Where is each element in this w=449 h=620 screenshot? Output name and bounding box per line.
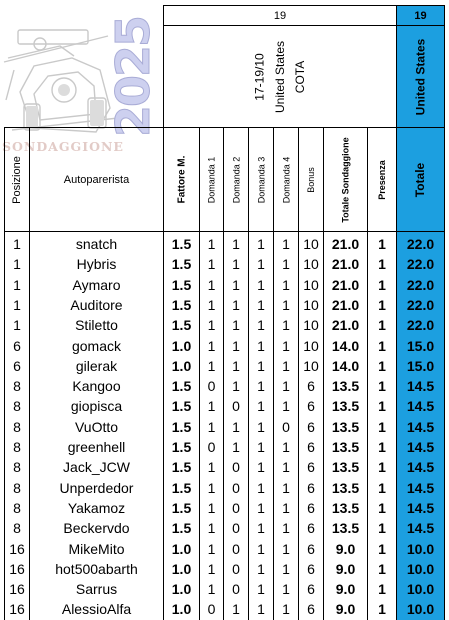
cell-autoparerista: Yakamoz xyxy=(67,499,126,516)
cell-domanda-1: 1 xyxy=(207,459,216,476)
cell-totale-sondaggione: 9.0 xyxy=(335,601,356,618)
cell-bonus: 6 xyxy=(307,418,315,435)
cell-bonus: 6 xyxy=(307,398,315,415)
cell-domanda-2: 1 xyxy=(232,337,240,354)
cell-fattore: 1.5 xyxy=(171,499,192,516)
cell-domanda-3: 1 xyxy=(257,296,265,313)
cell-domanda-1: 1 xyxy=(207,256,216,273)
table-row xyxy=(0,498,449,519)
cell-domanda-1: 0 xyxy=(207,601,216,618)
cell-domanda-1: 1 xyxy=(207,560,216,577)
cell-domanda-2: 1 xyxy=(232,256,240,273)
cell-domanda-1: 1 xyxy=(207,357,216,374)
table-row xyxy=(0,417,449,438)
cell-totale-sondaggione: 13.5 xyxy=(331,398,360,415)
table-row xyxy=(0,579,449,600)
cell-domanda-1: 1 xyxy=(207,398,216,415)
cell-domanda-3: 1 xyxy=(257,459,265,476)
cell-domanda-2: 1 xyxy=(232,418,240,435)
cell-totale: 22.0 xyxy=(406,256,435,273)
cell-domanda-2: 1 xyxy=(232,439,240,455)
cell-autoparerista: Stiletto xyxy=(75,317,118,334)
table-row xyxy=(0,295,449,316)
cell-totale-sondaggione: 9.0 xyxy=(335,560,356,577)
col-presenza: Presenza xyxy=(367,127,397,232)
cell-fattore: 1.0 xyxy=(171,581,192,598)
cell-domanda-4: 1 xyxy=(282,296,290,313)
cell-presenza: 1 xyxy=(378,398,386,415)
race-track: COTA xyxy=(293,60,308,93)
cell-domanda-1: 1 xyxy=(207,276,216,293)
cell-presenza: 1 xyxy=(378,256,386,273)
col-domanda-3: Domanda 3 xyxy=(248,127,274,232)
cell-posizione: 8 xyxy=(13,439,21,455)
cell-domanda-3: 1 xyxy=(257,276,265,293)
cell-bonus: 6 xyxy=(307,459,315,476)
cell-presenza: 1 xyxy=(378,439,386,455)
cell-autoparerista: Kangoo xyxy=(72,378,121,395)
cell-bonus: 10 xyxy=(303,317,319,334)
cell-domanda-2: 0 xyxy=(232,540,240,557)
cell-totale: 15.0 xyxy=(406,337,435,354)
cell-totale-sondaggione: 14.0 xyxy=(331,337,360,354)
cell-domanda-2: 0 xyxy=(232,520,240,537)
cell-domanda-1: 1 xyxy=(207,317,216,334)
cell-domanda-3: 1 xyxy=(257,337,265,354)
cell-domanda-4: 0 xyxy=(282,418,290,435)
cell-bonus: 10 xyxy=(303,276,319,293)
col-domanda-1: Domanda 1 xyxy=(199,127,224,232)
cell-bonus: 6 xyxy=(307,378,315,395)
cell-domanda-1: 1 xyxy=(207,418,216,435)
cell-domanda-4: 1 xyxy=(282,560,290,577)
table-row xyxy=(0,518,449,539)
cell-totale-sondaggione: 13.5 xyxy=(331,378,360,395)
cell-totale-sondaggione: 14.0 xyxy=(331,357,360,374)
cell-domanda-2: 1 xyxy=(232,317,240,334)
cell-presenza: 1 xyxy=(378,418,386,435)
cell-posizione: 16 xyxy=(9,540,25,557)
race-country: United States xyxy=(273,40,288,113)
cell-presenza: 1 xyxy=(378,540,386,557)
cell-bonus: 6 xyxy=(307,499,315,516)
cell-domanda-4: 1 xyxy=(282,398,290,415)
cell-totale-sondaggione: 21.0 xyxy=(331,236,360,252)
table-row xyxy=(0,539,449,560)
cell-bonus: 6 xyxy=(307,581,315,598)
cell-posizione: 16 xyxy=(9,601,25,618)
cell-bonus: 6 xyxy=(307,601,315,618)
cell-fattore: 1.0 xyxy=(171,540,192,557)
cell-domanda-2: 1 xyxy=(232,276,240,293)
cell-posizione: 16 xyxy=(9,560,25,577)
cell-autoparerista: greenhell xyxy=(67,439,126,455)
cell-autoparerista: gilerak xyxy=(75,357,118,374)
cell-totale-sondaggione: 21.0 xyxy=(331,276,360,293)
cell-bonus: 10 xyxy=(303,256,319,273)
logo-year: 2025 xyxy=(106,16,160,138)
cell-fattore: 1.5 xyxy=(171,418,192,435)
logo-brand: SONDAGGIONE xyxy=(2,139,124,154)
table-row xyxy=(0,478,449,499)
cell-totale-sondaggione: 13.5 xyxy=(331,499,360,516)
cell-totale: 22.0 xyxy=(406,236,435,252)
table-row xyxy=(0,457,449,478)
table-row xyxy=(0,234,449,255)
cell-autoparerista: Sarrus xyxy=(75,581,118,598)
cell-domanda-1: 1 xyxy=(207,479,216,496)
cell-domanda-4: 1 xyxy=(282,479,290,496)
cell-posizione: 8 xyxy=(13,418,21,435)
cell-domanda-3: 1 xyxy=(257,439,265,455)
cell-totale-sondaggione: 13.5 xyxy=(331,439,360,455)
cell-presenza: 1 xyxy=(378,479,386,496)
cell-domanda-4: 1 xyxy=(282,337,290,354)
cell-domanda-1: 1 xyxy=(207,581,216,598)
cell-domanda-2: 1 xyxy=(232,601,240,618)
race-dates: 17-19/10 xyxy=(253,52,267,101)
cell-totale-sondaggione: 9.0 xyxy=(335,581,356,598)
cell-domanda-3: 1 xyxy=(257,398,265,415)
race-info xyxy=(163,25,397,128)
cell-posizione: 1 xyxy=(13,317,21,334)
cell-posizione: 8 xyxy=(13,398,21,415)
cell-autoparerista: hot500abarth xyxy=(55,560,138,577)
cell-fattore: 1.5 xyxy=(171,317,192,334)
cell-bonus: 6 xyxy=(307,540,315,557)
cell-bonus: 10 xyxy=(303,337,319,354)
cell-domanda-2: 0 xyxy=(232,398,240,415)
cell-fattore: 1.0 xyxy=(171,601,192,618)
col-bonus: Bonus xyxy=(298,127,324,232)
table-row xyxy=(0,254,449,275)
cell-posizione: 8 xyxy=(13,378,21,395)
cell-totale-sondaggione: 13.5 xyxy=(331,479,360,496)
cell-totale: 10.0 xyxy=(406,601,435,618)
cell-domanda-4: 1 xyxy=(282,357,290,374)
table-row xyxy=(0,599,449,620)
cell-domanda-3: 1 xyxy=(257,499,265,516)
cell-autoparerista: snatch xyxy=(75,236,118,252)
col-fattore: Fattore M. xyxy=(163,127,200,232)
total-round-header: 19 xyxy=(396,5,445,26)
cell-totale-sondaggione: 21.0 xyxy=(331,296,360,313)
cell-domanda-3: 1 xyxy=(257,256,265,273)
cell-posizione: 1 xyxy=(13,256,21,273)
cell-fattore: 1.5 xyxy=(171,479,192,496)
cell-autoparerista: Hybris xyxy=(76,256,117,273)
cell-posizione: 6 xyxy=(13,357,21,374)
cell-totale: 14.5 xyxy=(406,479,435,496)
cell-autoparerista: giopisca xyxy=(70,398,123,415)
cell-totale: 10.0 xyxy=(406,560,435,577)
cell-domanda-3: 1 xyxy=(257,560,265,577)
cell-domanda-4: 1 xyxy=(282,499,290,516)
cell-domanda-3: 1 xyxy=(257,236,265,252)
cell-domanda-2: 1 xyxy=(232,357,240,374)
cell-autoparerista: Auditore xyxy=(70,296,123,313)
cell-autoparerista: Jack_JCW xyxy=(63,459,130,476)
cell-posizione: 8 xyxy=(13,479,21,496)
cell-fattore: 1.0 xyxy=(171,560,192,577)
cell-domanda-3: 1 xyxy=(257,601,265,618)
cell-domanda-1: 0 xyxy=(207,439,216,455)
col-totale: Totale xyxy=(396,127,445,232)
cell-domanda-3: 1 xyxy=(257,317,265,334)
cell-posizione: 8 xyxy=(13,459,21,476)
cell-bonus: 6 xyxy=(307,439,315,455)
cell-posizione: 8 xyxy=(13,499,21,516)
cell-totale-sondaggione: 13.5 xyxy=(331,520,360,537)
cell-domanda-2: 0 xyxy=(232,560,240,577)
cell-domanda-2: 0 xyxy=(232,459,240,476)
cell-fattore: 1.5 xyxy=(171,439,192,455)
cell-fattore: 1.5 xyxy=(171,276,192,293)
cell-presenza: 1 xyxy=(378,499,386,516)
cell-presenza: 1 xyxy=(378,236,386,252)
cell-bonus: 6 xyxy=(307,560,315,577)
cell-domanda-1: 1 xyxy=(207,337,216,354)
cell-totale: 14.5 xyxy=(406,439,435,455)
cell-domanda-4: 1 xyxy=(282,256,290,273)
cell-bonus: 10 xyxy=(303,296,319,313)
cell-posizione: 16 xyxy=(9,581,25,598)
cell-posizione: 1 xyxy=(13,276,21,293)
cell-bonus: 6 xyxy=(307,520,315,537)
cell-domanda-3: 1 xyxy=(257,540,265,557)
cell-domanda-4: 1 xyxy=(282,439,290,455)
cell-bonus: 10 xyxy=(303,236,319,252)
cell-domanda-3: 1 xyxy=(257,378,265,395)
cell-presenza: 1 xyxy=(378,560,386,577)
cell-presenza: 1 xyxy=(378,296,386,313)
cell-posizione: 1 xyxy=(13,296,21,313)
cell-presenza: 1 xyxy=(378,337,386,354)
table-row xyxy=(0,376,449,397)
cell-domanda-2: 1 xyxy=(232,236,240,252)
cell-fattore: 1.5 xyxy=(171,256,192,273)
cell-totale: 22.0 xyxy=(406,317,435,334)
table-row xyxy=(0,315,449,336)
cell-autoparerista: Aymaro xyxy=(72,276,121,293)
cell-domanda-1: 0 xyxy=(207,378,216,395)
cell-totale: 14.5 xyxy=(406,499,435,516)
cell-totale: 14.5 xyxy=(406,520,435,537)
cell-domanda-2: 0 xyxy=(232,479,240,496)
cell-posizione: 6 xyxy=(13,337,21,354)
cell-autoparerista: gomack xyxy=(71,337,122,354)
cell-domanda-2: 0 xyxy=(232,499,240,516)
cell-totale-sondaggione: 13.5 xyxy=(331,418,360,435)
cell-domanda-4: 1 xyxy=(282,581,290,598)
col-totale-sondaggione: Totale Sondaggione xyxy=(323,127,368,232)
cell-domanda-3: 1 xyxy=(257,581,265,598)
cell-domanda-1: 1 xyxy=(207,296,216,313)
cell-domanda-4: 1 xyxy=(282,540,290,557)
cell-fattore: 1.0 xyxy=(171,337,192,354)
cell-totale: 14.5 xyxy=(406,459,435,476)
col-domanda-2: Domanda 2 xyxy=(223,127,249,232)
cell-domanda-3: 1 xyxy=(257,520,265,537)
cell-presenza: 1 xyxy=(378,459,386,476)
cell-bonus: 10 xyxy=(303,357,319,374)
cell-totale: 15.0 xyxy=(406,357,435,374)
cell-totale: 14.5 xyxy=(406,378,435,395)
cell-totale: 22.0 xyxy=(406,276,435,293)
cell-domanda-4: 1 xyxy=(282,317,290,334)
cell-totale: 10.0 xyxy=(406,581,435,598)
cell-totale: 14.5 xyxy=(406,418,435,435)
cell-fattore: 1.5 xyxy=(171,296,192,313)
cell-totale-sondaggione: 13.5 xyxy=(331,459,360,476)
cell-presenza: 1 xyxy=(378,378,386,395)
cell-fattore: 1.5 xyxy=(171,459,192,476)
cell-fattore: 1.5 xyxy=(171,520,192,537)
cell-domanda-2: 1 xyxy=(232,296,240,313)
col-domanda-4: Domanda 4 xyxy=(273,127,299,232)
cell-domanda-2: 1 xyxy=(232,378,240,395)
cell-posizione: 1 xyxy=(13,236,21,252)
cell-domanda-3: 1 xyxy=(257,479,265,496)
cell-domanda-2: 0 xyxy=(232,581,240,598)
cell-domanda-4: 1 xyxy=(282,520,290,537)
table-row xyxy=(0,275,449,296)
cell-domanda-3: 1 xyxy=(257,418,265,435)
cell-presenza: 1 xyxy=(378,276,386,293)
cell-presenza: 1 xyxy=(378,357,386,374)
cell-presenza: 1 xyxy=(378,581,386,598)
col-autoparerista: Autoparerista xyxy=(29,127,164,232)
cell-domanda-4: 1 xyxy=(282,378,290,395)
cell-domanda-3: 1 xyxy=(257,357,265,374)
cell-domanda-1: 1 xyxy=(207,499,216,516)
cell-totale-sondaggione: 21.0 xyxy=(331,317,360,334)
table-row xyxy=(0,356,449,377)
cell-totale: 22.0 xyxy=(406,296,435,313)
cell-fattore: 1.0 xyxy=(171,357,192,374)
cell-domanda-4: 1 xyxy=(282,276,290,293)
cell-totale: 10.0 xyxy=(406,540,435,557)
round-header: 19 xyxy=(163,5,397,26)
table-row xyxy=(0,396,449,417)
cell-presenza: 1 xyxy=(378,520,386,537)
cell-posizione: 8 xyxy=(13,520,21,537)
cell-domanda-1: 1 xyxy=(207,540,216,557)
cell-autoparerista: AlessioAlfa xyxy=(61,601,132,618)
cell-autoparerista: Unperdedor xyxy=(59,479,134,496)
cell-presenza: 1 xyxy=(378,317,386,334)
col-posizione: Posizione xyxy=(4,127,30,232)
cell-domanda-4: 1 xyxy=(282,601,290,618)
cell-domanda-4: 1 xyxy=(282,459,290,476)
cell-domanda-1: 1 xyxy=(207,520,216,537)
cell-autoparerista: VuOtto xyxy=(74,418,119,435)
results-table-body xyxy=(0,232,449,620)
cell-domanda-4: 1 xyxy=(282,236,290,252)
cell-fattore: 1.5 xyxy=(171,236,192,252)
table-row xyxy=(0,559,449,580)
cell-presenza: 1 xyxy=(378,601,386,618)
cell-bonus: 6 xyxy=(307,479,315,496)
cell-totale-sondaggione: 9.0 xyxy=(335,540,356,557)
cell-fattore: 1.5 xyxy=(171,378,192,395)
cell-domanda-1: 1 xyxy=(207,236,216,252)
table-row xyxy=(0,336,449,357)
cell-autoparerista: MikeMito xyxy=(68,540,125,557)
cell-totale-sondaggione: 21.0 xyxy=(331,256,360,273)
cell-fattore: 1.5 xyxy=(171,398,192,415)
cell-autoparerista: Beckervdo xyxy=(63,520,130,537)
table-row xyxy=(0,437,449,458)
cell-totale: 14.5 xyxy=(406,398,435,415)
total-country-header: United States xyxy=(396,25,445,128)
